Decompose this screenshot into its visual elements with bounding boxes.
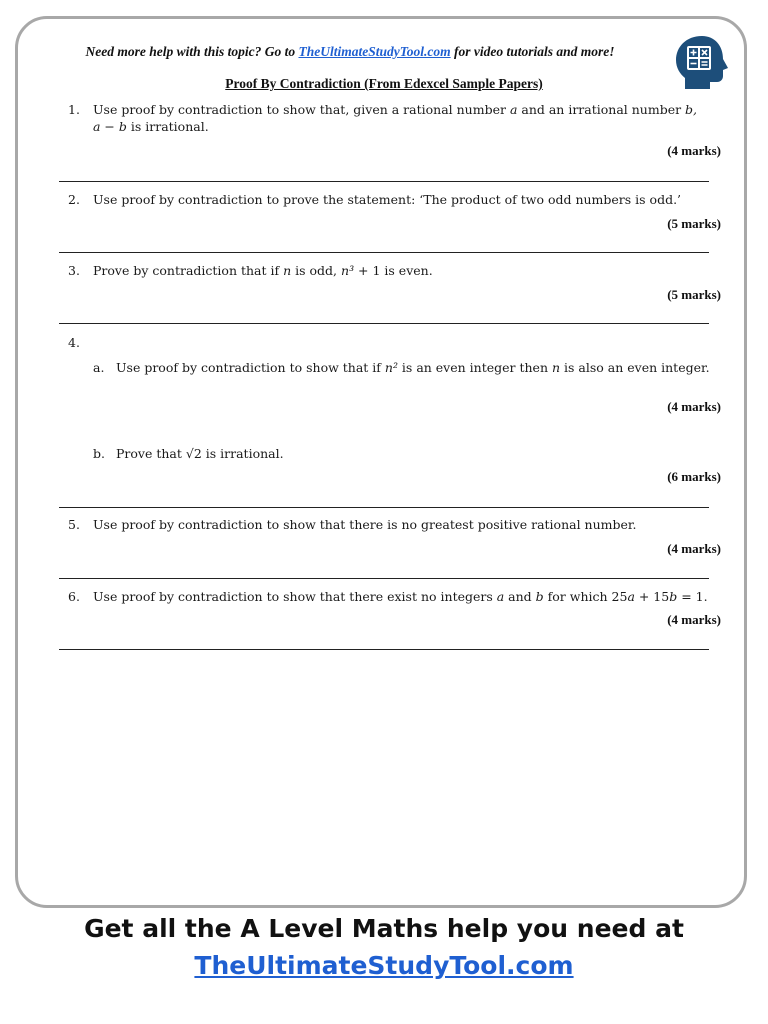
divider	[59, 649, 709, 650]
worksheet-title: Proof By Contradiction (From Edexcel Sample Papers)	[225, 76, 543, 91]
footer-link[interactable]: TheUltimateStudyTool.com	[194, 951, 574, 980]
question-4a-label: a.	[93, 360, 105, 375]
question-6-marks: (4 marks)	[667, 612, 721, 627]
question-4b-marks: (6 marks)	[667, 469, 721, 484]
question-2-text: Use proof by contradiction to prove the statement: ‘The product of two odd numbers is odd.’	[93, 192, 682, 207]
help-link[interactable]: TheUltimateStudyTool.com	[298, 44, 451, 59]
question-6-text: Use proof by contradiction to show that there exist no integers a and b for which 25a + 15b = 1.	[93, 589, 708, 604]
question-5-number: 5.	[68, 517, 80, 532]
question-5-text: Use proof by contradiction to show that there is no greatest positive rational number.	[93, 517, 637, 532]
question-1-number: 1.	[68, 102, 80, 117]
divider	[59, 252, 709, 253]
question-4b-label: b.	[93, 446, 105, 461]
question-3-marks: (5 marks)	[667, 287, 721, 302]
question-3-text: Prove by contradiction that if n is odd, n³ + 1 is even.	[93, 263, 433, 278]
question-6-number: 6.	[68, 589, 80, 604]
question-1-marks: (4 marks)	[667, 143, 721, 158]
help-suffix: for video tutorials and more!	[450, 44, 615, 59]
question-1-text: Use proof by contradiction to show that, given a rational number a and an irrational number b,	[93, 102, 698, 117]
help-banner	[30, 44, 670, 60]
question-5-marks: (4 marks)	[667, 541, 721, 556]
footer-promo-text: Get all the A Level Maths help you need at	[84, 914, 684, 943]
question-2-marks: (5 marks)	[667, 216, 721, 231]
question-4a-text: Use proof by contradiction to show that if n² is an even integer then n is also an even integer.	[116, 360, 710, 375]
divider	[59, 181, 709, 182]
question-2-number: 2.	[68, 192, 80, 207]
divider	[59, 578, 709, 579]
question-4-number: 4.	[68, 335, 80, 350]
page-frame	[15, 16, 747, 908]
help-prefix: Need more help with this topic? Go to	[85, 44, 299, 59]
question-4b-text: Prove that √2 is irrational.	[116, 446, 284, 461]
question-3-number: 3.	[68, 263, 80, 278]
divider	[59, 507, 709, 508]
question-1-text-line2: a − b is irrational.	[93, 119, 209, 134]
question-4a-marks: (4 marks)	[667, 399, 721, 414]
divider	[59, 323, 709, 324]
